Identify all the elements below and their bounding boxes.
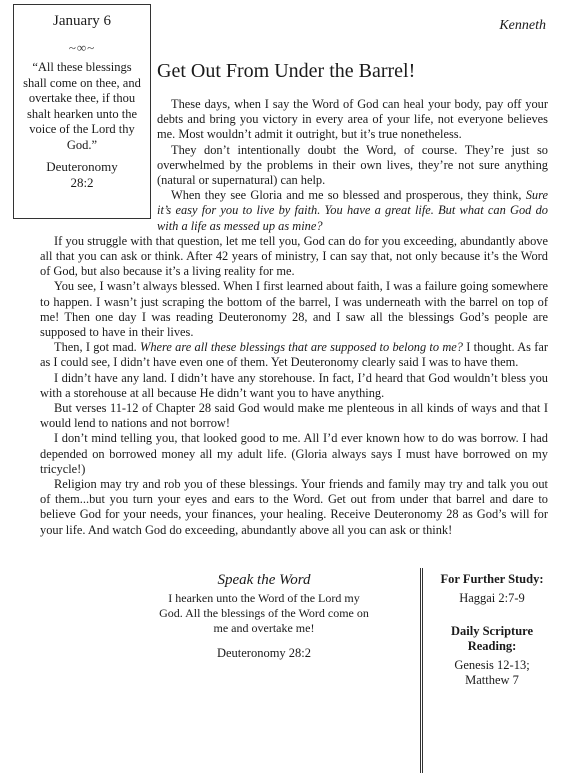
- paragraph-7: I didn’t have any land. I didn’t have any storehouse. In fact, I’d heard that God wouldn’t bless you with a storehouse at all because He didn’t want you to have anything.: [40, 370, 548, 400]
- daily-reading-reference-1: Genesis 12-13;: [454, 658, 530, 672]
- key-verse-chapter: 28:2: [70, 175, 94, 190]
- speak-the-word-text: I hearken unto the Word of the Lord my God. All the blessings of the Word come on me and overtake me!: [159, 591, 369, 635]
- paragraph-4: If you struggle with that question, let me tell you, God can do for you exceeding, abundantly above all that you can ask or think. After 42 years of ministry, I can say that, not only because it’s the Word of God, but also because it’s a living reality for me.: [40, 233, 548, 279]
- key-verse-book: Deuteronomy: [46, 159, 118, 174]
- paragraph-6-text-a: Then, I got mad.: [54, 340, 141, 355]
- paragraph-6-text-b: I thought. As far as I could see, I didn’t have even one of them. Yet Deuteronomy clearly said I was to have them.: [40, 340, 548, 370]
- further-study-heading: For Further Study:: [440, 572, 544, 586]
- paragraph-10: Religion may try and rob you of these blessings. Your friends and family may try and talk you out of them...but you turn your eyes and ears to the Word. Get out from under that barrel and dare to believe God for your needs, your finances, your healing. Receive Deuteronomy 28 as God’s will for your life. And watch God do exceeding, abundantly above all you can ask or think!: [40, 477, 548, 537]
- devotional-body: [40, 97, 548, 538]
- paragraph-6-italic: Where are all these blessings that are supposed to belong to me?: [140, 340, 463, 355]
- further-study-reference: Haggai 2:7-9: [459, 591, 525, 605]
- author-name: Kenneth: [499, 18, 546, 33]
- page-title: Get Out From Under the Barrel!: [157, 60, 416, 82]
- paragraph-1: These days, when I say the Word of God can heal your body, pay off your debts and bring you victory in every area of your life, not everyone believes me. Most wouldn’t admit it outright, but it’s true nonetheless.: [157, 97, 548, 142]
- speak-the-word-title: Speak the Word: [217, 572, 311, 588]
- paragraph-2: They don’t intentionally doubt the Word, of course. They’re just so overwhelmed by the problems in their own lives, they’re not sure anything (natural or supernatural) can help.: [157, 142, 548, 188]
- paragraph-6: [40, 340, 548, 370]
- speak-the-word-reference: Deuteronomy 28:2: [216, 646, 312, 660]
- devotional-date: January 6: [53, 13, 111, 29]
- daily-reading-heading: Daily Scripture Reading:: [450, 624, 534, 653]
- speak-the-word-section: [158, 572, 370, 661]
- ornament-icon: ~∞~: [68, 40, 96, 55]
- daily-reading-reference-2: Matthew 7: [465, 673, 519, 687]
- paragraph-5: You see, I wasn’t always blessed. When I first learned about faith, I was a failure going somewhere to happen. I wasn’t just scraping the bottom of the barrel, I was underneath with the barrel on top of me! Then one day I was reading Deuteronomy 28, and I saw all the blessings God’s people are supposed to have in their lives.: [40, 279, 548, 340]
- column-divider: [420, 568, 423, 773]
- paragraph-3-text: When they see Gloria and me so blessed and prosperous, they think,: [171, 188, 526, 203]
- study-section: [432, 572, 552, 688]
- key-verse: “All these blessings shall come on thee, and overtake thee, if thou shalt hearken unto the voice of the Lord thy God.”: [23, 60, 141, 152]
- paragraph-3: [157, 188, 548, 234]
- paragraph-9: I don’t mind telling you, that looked good to me. All I’d ever known how to do was borrow. I had depended on borrowed money all my adult life. (Gloria always says I must have borrowed on my tricycle!): [40, 431, 548, 476]
- paragraph-3-italic: Sure it’s easy for you to live by faith. You have a great life. But what can God do with a life as messed up as mine?: [157, 188, 548, 233]
- paragraph-8: But verses 11-12 of Chapter 28 said God would make me plenteous in all kinds of ways and that I would lend to nations and not borrow!: [40, 401, 548, 431]
